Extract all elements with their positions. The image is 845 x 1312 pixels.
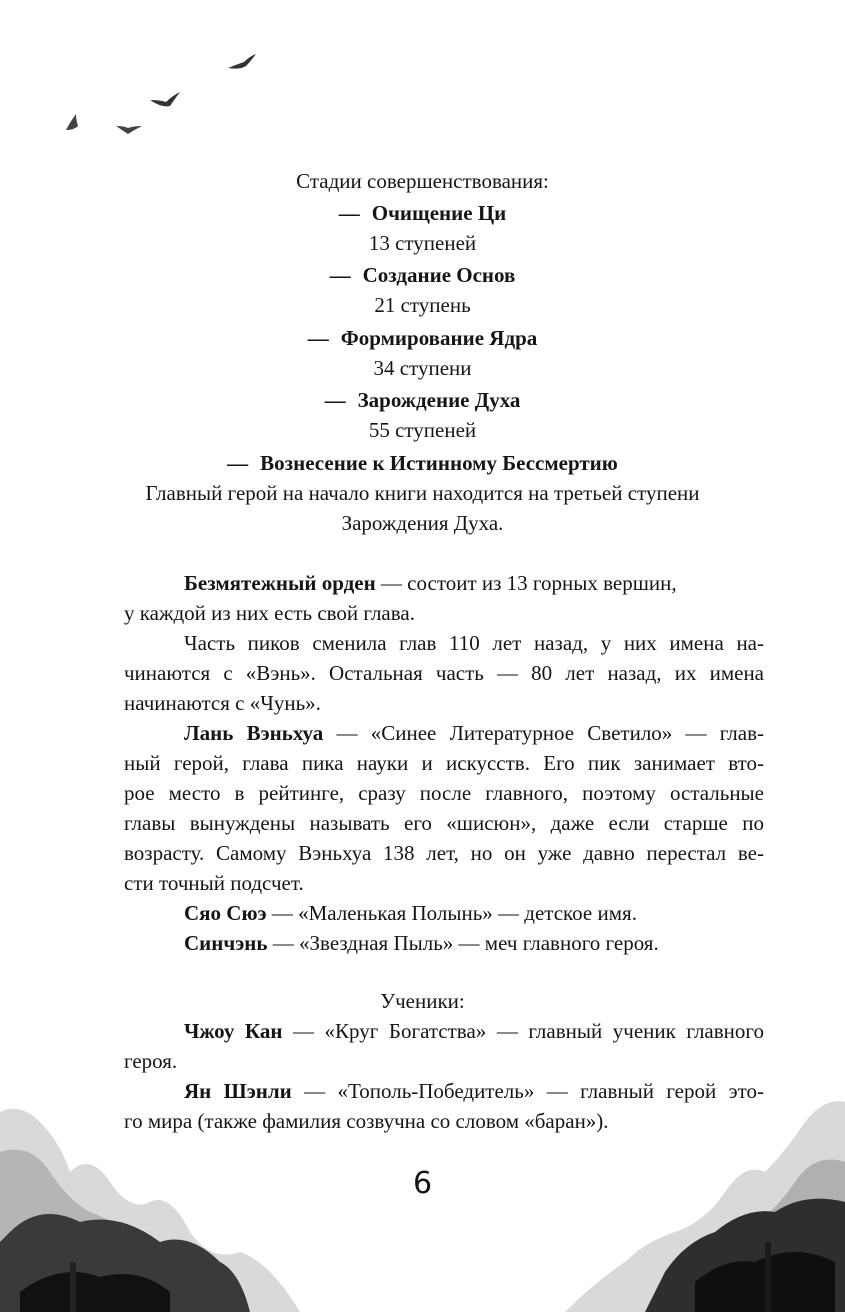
text-line xyxy=(184,1016,764,1046)
stages-title: Стадии совершенствования: xyxy=(296,169,549,193)
text: — состоит из 13 горных вершин, xyxy=(375,571,677,595)
stages-note-line: Главный герой на начало книги находится на третьей ступени xyxy=(145,481,700,505)
dash: — xyxy=(329,263,351,287)
stage-name: Очищение Ци xyxy=(371,201,507,225)
bird-icon xyxy=(66,114,78,130)
bird-icon xyxy=(150,92,180,106)
stage-heading xyxy=(0,323,845,353)
text: — «Тополь-Победитель» — главный герой это- xyxy=(291,1079,764,1103)
text: — «Звездная Пыль» — меч главного героя. xyxy=(267,931,659,955)
stage-name: Зарождение Духа xyxy=(357,388,521,412)
dash: — xyxy=(227,451,249,475)
text-line: чинаются с «Вэнь». Остальная часть — 80 лет назад, их имена xyxy=(124,661,764,685)
stage-name: Формирование Ядра xyxy=(340,326,538,350)
term: Ян Шэнли xyxy=(184,1079,292,1103)
stage-steps: 55 ступеней xyxy=(368,418,477,442)
text-line: у каждой из них есть свой глава. xyxy=(124,601,415,625)
tree-trunk xyxy=(70,1262,76,1312)
text-line: сти точный подсчет. xyxy=(124,871,304,895)
text-line xyxy=(184,718,764,748)
stage-name: Создание Основ xyxy=(362,263,516,287)
text-line: возрасту. Самому Вэньхуа 138 лет, но он уже давно перестал ве- xyxy=(124,841,764,865)
bird-icon xyxy=(228,54,256,69)
text-line: рое место в рейтинге, сразу после главного, поэтому остальные xyxy=(124,781,764,805)
term: Сяо Сюэ xyxy=(184,901,267,925)
text: — «Синее Литературное Светило» — глав- xyxy=(323,721,765,745)
text-line xyxy=(184,898,637,928)
text-line: Часть пиков сменила глав 110 лет назад, у них имена на- xyxy=(184,631,764,655)
dash: — xyxy=(307,326,329,350)
term: Синчэнь xyxy=(184,931,268,955)
text-line xyxy=(184,928,659,958)
text-line xyxy=(184,568,677,598)
stage-heading xyxy=(0,448,845,478)
students-title: Ученики: xyxy=(380,989,465,1013)
stage-name: Вознесение к Истинному Бессмертию xyxy=(260,451,618,475)
tree-trunk xyxy=(765,1242,771,1312)
term: Безмятежный орден xyxy=(184,571,376,595)
text-line: героя. xyxy=(124,1049,178,1073)
stage-heading xyxy=(0,198,845,228)
stage-heading xyxy=(0,385,845,415)
dash: — xyxy=(338,201,360,225)
text: — «Маленькая Полынь» — детское имя. xyxy=(266,901,637,925)
stage-steps: 21 ступень xyxy=(374,293,471,317)
dash: — xyxy=(324,388,346,412)
stage-steps: 13 ступеней xyxy=(368,231,477,255)
text-line: го мира (также фамилия созвучна со словом «баран»). xyxy=(124,1109,609,1133)
bird-icon xyxy=(116,126,142,134)
flying-birds-illustration xyxy=(0,0,300,160)
text-line: главы вынуждены называть его «шисюн», даже если старше по xyxy=(124,811,764,835)
term: Лань Вэньхуа xyxy=(184,721,324,745)
text-line: начинаются с «Чунь». xyxy=(124,691,321,715)
page-number: 6 xyxy=(412,1166,433,1201)
text: — «Круг Богатства» — главный ученик главного xyxy=(282,1019,764,1043)
stage-steps: 34 ступени xyxy=(373,356,472,380)
text-line: ный герой, глава пика науки и искусств. Его пик занимает вто- xyxy=(124,751,764,775)
term: Чжоу Кан xyxy=(184,1019,283,1043)
stages-note-line: Зарождения Духа. xyxy=(341,511,504,535)
stage-heading xyxy=(0,260,845,290)
